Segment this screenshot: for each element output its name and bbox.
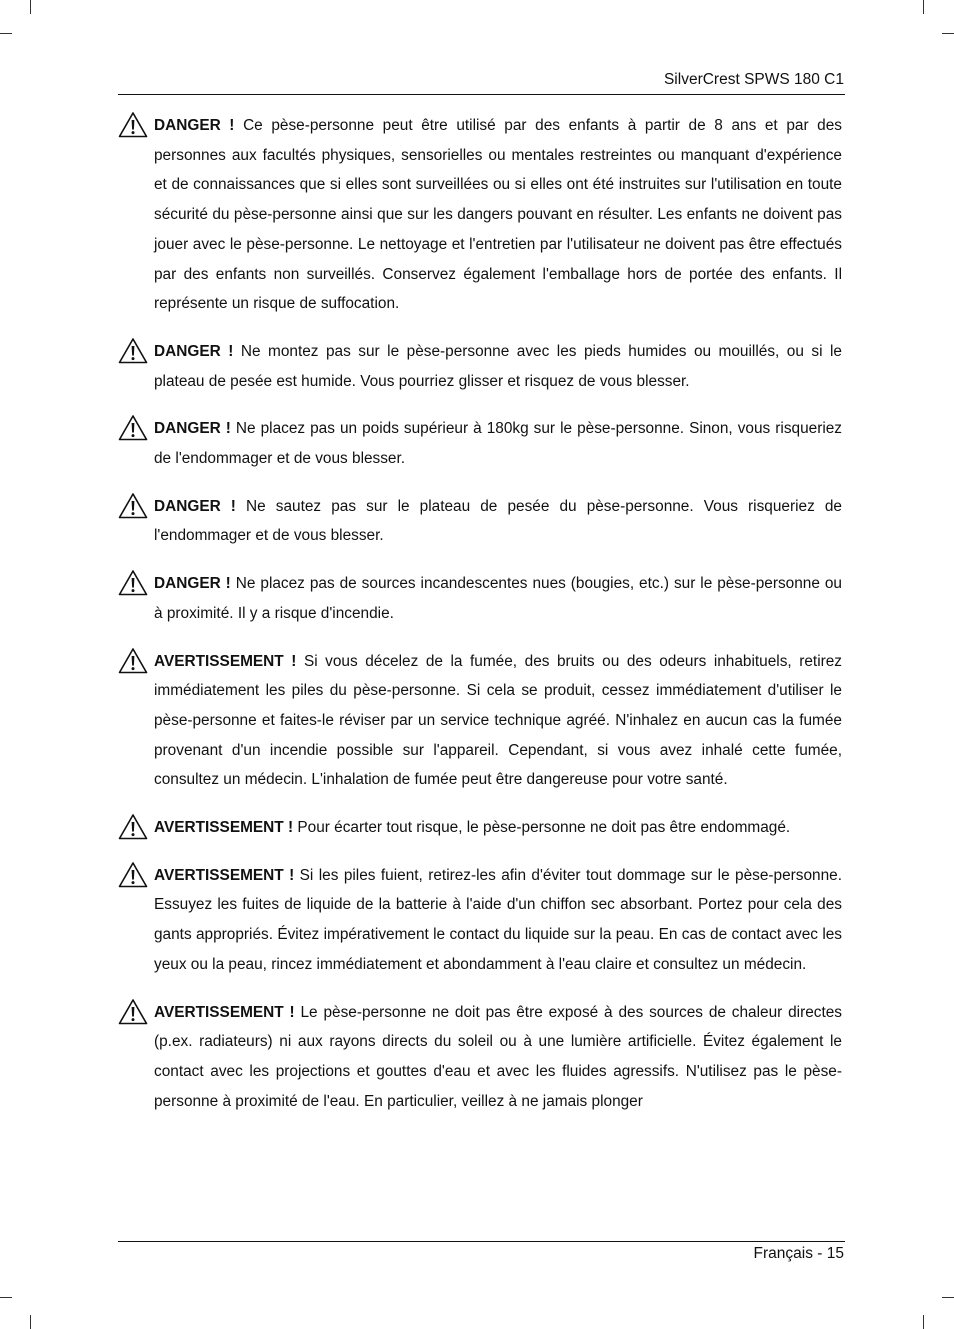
warning-paragraph: [118, 492, 842, 551]
crop-mark: [923, 0, 924, 14]
warning-text: Ce pèse-personne peut être utilisé par des enfants à partir de 8 ans et par des personnes aux facultés physiques, sensorielles ou mentales restreintes ou manquant d'expérience et de connaissances que si elles sont surveillées ou si elles ont été instruites sur l'utilisation en toute sécurité du pèse-personne ainsi que sur les dangers pouvant en résulter. Les enfants ne doivent pas jouer avec le pèse-personne. Le nettoyage et l'entretien par l'utilisateur ne doivent pas être effectués par des enfants non surveillés. Conservez également l'emballage hors de portée des enfants. Il représente un risque de suffocation.: [154, 117, 842, 313]
warning-text: Si vous décelez de la fumée, des bruits ou des odeurs inhabituels, retirez immédiatement les piles du pèse-personne. Si cela se produit, cessez immédiatement d'utiliser le pèse-personne et faites-le réviser par un service technique agréé. N'inhalez en aucun cas la fumée provenant d'un incendie possible sur l'appareil. Cependant, si vous avez inhalé cette fumée, consultez un médecin. L'inhalation de fumée peut être dangereuse pour votre santé.: [154, 652, 843, 789]
crop-mark: [30, 0, 31, 14]
warning-text: Ne sautez pas sur le plateau de pesée du pèse-personne. Vous risqueriez de l'endommager et de vous blesser.: [154, 497, 842, 545]
warning-paragraph: [118, 861, 842, 980]
warning-level: AVERTISSEMENT !: [154, 819, 294, 837]
header-rule: [118, 94, 845, 95]
crop-mark: [923, 1315, 924, 1329]
warning-triangle-icon: [118, 492, 148, 520]
warning-level: DANGER !: [154, 117, 235, 134]
warning-triangle-icon: [118, 998, 148, 1026]
warning-level: DANGER !: [154, 575, 231, 593]
warning-triangle-icon: [118, 111, 148, 139]
crop-mark: [30, 1315, 31, 1329]
warning-paragraph: [118, 647, 842, 796]
page-header-title: SilverCrest SPWS 180 C1: [663, 71, 844, 88]
warning-text: Ne placez pas un poids supérieur à 180kg sur le pèse-personne. Sinon, vous risqueriez de l'endommager et de vous blesser.: [154, 420, 842, 468]
warnings-list: [118, 111, 842, 1134]
crop-mark: [942, 33, 954, 34]
page-number: Français - 15: [753, 1245, 844, 1262]
warning-text: Le pèse-personne ne doit pas être exposé à des sources de chaleur directes (p.ex. radiateurs) ni aux rayons directs du soleil ou à une lumière artificielle. Évitez également le contact avec les projections et gouttes d'eau et avec les fluides agressifs. N'utilisez pas le pèse-personne à proximité de l'eau. En particulier, veillez à ne jamais plonger: [154, 1003, 842, 1110]
warning-paragraph: [118, 111, 842, 319]
crop-mark: [942, 1297, 954, 1298]
warning-paragraph: [118, 414, 842, 473]
warning-triangle-icon: [118, 813, 148, 841]
footer-rule: [118, 1241, 845, 1242]
warning-paragraph: [118, 337, 842, 396]
warning-triangle-icon: [118, 414, 148, 442]
warning-text: Ne placez pas de sources incandescentes nues (bougies, etc.) sur le pèse-personne ou à proximité. Il y a risque d'incendie.: [154, 575, 842, 622]
warning-level: AVERTISSEMENT !: [154, 1003, 295, 1021]
warning-text: Ne montez pas sur le pèse-personne avec les pieds humides ou mouillés, ou si le plateau de pesée est humide. Vous pourriez glisser et risquez de vous blesser.: [154, 342, 842, 390]
crop-mark: [0, 33, 12, 34]
warning-triangle-icon: [118, 337, 148, 365]
warning-paragraph: [118, 813, 842, 843]
warning-triangle-icon: [118, 647, 148, 675]
crop-mark: [0, 1297, 12, 1298]
warning-text: Si les piles fuient, retirez-les afin d'éviter tout dommage sur le pèse-personne. Essuyez les fuites de liquide de la batterie à l'aide d'un chiffon sec absorbant. Portez pour cela des gants appropriés. Évitez impérativement le contact du liquide sur la peau. En cas de contact avec les yeux ou la peau, rincez immédiatement et abondamment à l'eau claire et consultez un médecin.: [154, 866, 843, 973]
warning-triangle-icon: [118, 861, 148, 889]
warning-text: Pour écarter tout risque, le pèse-personne ne doit pas être endommagé.: [297, 819, 791, 837]
warning-paragraph: [118, 998, 842, 1117]
warning-paragraph: [118, 569, 842, 628]
warning-triangle-icon: [118, 569, 148, 597]
warning-level: AVERTISSEMENT !: [154, 866, 295, 884]
warning-level: DANGER !: [154, 342, 234, 360]
warning-level: DANGER !: [154, 497, 236, 515]
warning-level: AVERTISSEMENT !: [154, 652, 297, 670]
warning-level: DANGER !: [154, 420, 231, 438]
